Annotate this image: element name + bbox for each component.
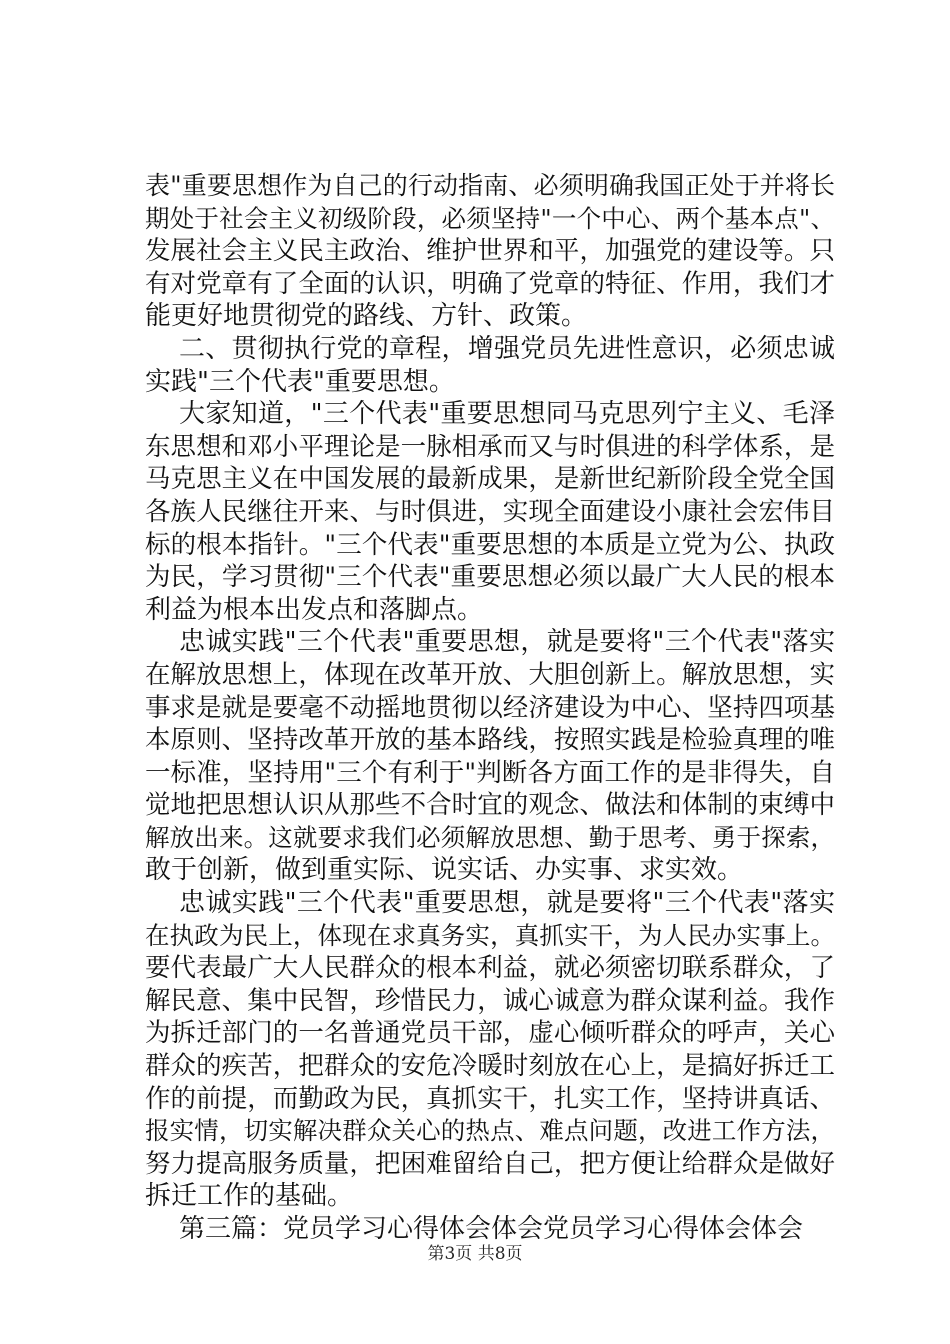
text-line: 能更好地贯彻党的路线、方针、政策。 (145, 301, 588, 332)
text-line: 马克思主义在中国发展的最新成果，是新世纪新阶段全党全国 (145, 464, 835, 495)
text-line: 敢于创新，做到重实际、说实话、办实事、求实效。 (145, 855, 744, 886)
text-line: 为民，学习贯彻"三个代表"重要思想必须以最广大人民的根本 (145, 562, 835, 593)
text-line: 二、贯彻执行党的章程，增强党员先进性意识，必须忠诚 (179, 333, 835, 364)
text-line: 东思想和邓小平理论是一脉相承而又与时俱进的科学体系，是 (145, 431, 835, 462)
text-line: 事求是就是要毫不动摇地贯彻以经济建设为中心、坚持四项基 (145, 692, 835, 723)
text-line: 标的根本指针。"三个代表"重要思想的本质是立党为公、执政 (145, 529, 835, 560)
text-line: 觉地把思想认识从那些不合时宜的观念、做法和体制的束缚中 (145, 790, 835, 821)
page-number: 第3页 共8页 (427, 1244, 523, 1264)
text-line: 在执政为民上，体现在求真务实，真抓实干，为人民办实事上。 (145, 920, 835, 950)
text-line: 解放出来。这就要求我们必须解放思想、勤于思考、勇于探索， (145, 822, 835, 852)
text-line: 报实情，切实解决群众关心的热点、难点问题，改进工作方法， (145, 1116, 835, 1146)
text-line: 利益为根本出发点和落脚点。 (145, 594, 484, 625)
text-line: 群众的疾苦，把群众的安危冷暖时刻放在心上，是搞好拆迁工 (145, 1051, 835, 1082)
text-line: 一标准，坚持用"三个有利于"判断各方面工作的是非得失，自 (145, 757, 835, 788)
text-line: 各族人民继往开来、与时俱进，实现全面建设小康社会宏伟目 (145, 496, 835, 527)
text-line: 本原则、坚持改革开放的基本路线，按照实践是检验真理的唯 (145, 725, 835, 756)
text-line: 要代表最广大人民群众的根本利益，就必须密切联系群众，了 (145, 953, 835, 984)
text-line: 忠诚实践"三个代表"重要思想，就是要将"三个代表"落实 (179, 627, 835, 658)
text-line: 努力提高服务质量，把困难留给自己，把方便让给群众是做好 (145, 1148, 835, 1179)
text-line: 期处于社会主义初级阶段，必须坚持"一个中心、两个基本点"、 (145, 203, 835, 233)
text-line: 在解放思想上，体现在改革开放、大胆创新上。解放思想，实 (145, 659, 835, 690)
page-footer (0, 1243, 950, 1265)
text-line: 表"重要思想作为自己的行动指南、必须明确我国正处于并将长 (145, 171, 835, 200)
text-line: 作的前提，而勤政为民，真抓实干，扎实工作，坚持讲真话、 (145, 1083, 835, 1114)
text-line: 为拆迁部门的一名普通党员干部，虚心倾听群众的呼声，关心 (145, 1018, 835, 1049)
text-line: 忠诚实践"三个代表"重要思想，就是要将"三个代表"落实 (179, 888, 835, 919)
text-line: 有对党章有了全面的认识，明确了党章的特征、作用，我们才 (145, 268, 835, 299)
text-line: 第三篇：党员学习心得体会体会党员学习心得体会体会 (179, 1214, 804, 1244)
text-line: 实践"三个代表"重要思想。 (145, 366, 455, 397)
text-line: 大家知道，"三个代表"重要思想同马克思列宁主义、毛泽 (179, 399, 835, 430)
text-line: 拆迁工作的基础。 (145, 1181, 354, 1212)
document-body (145, 170, 835, 1246)
text-line: 发展社会主义民主政治、维护世界和平，加强党的建设等。只 (145, 236, 835, 267)
text-line: 解民意、集中民智，珍惜民力，诚心诚意为群众谋利益。我作 (145, 985, 835, 1016)
